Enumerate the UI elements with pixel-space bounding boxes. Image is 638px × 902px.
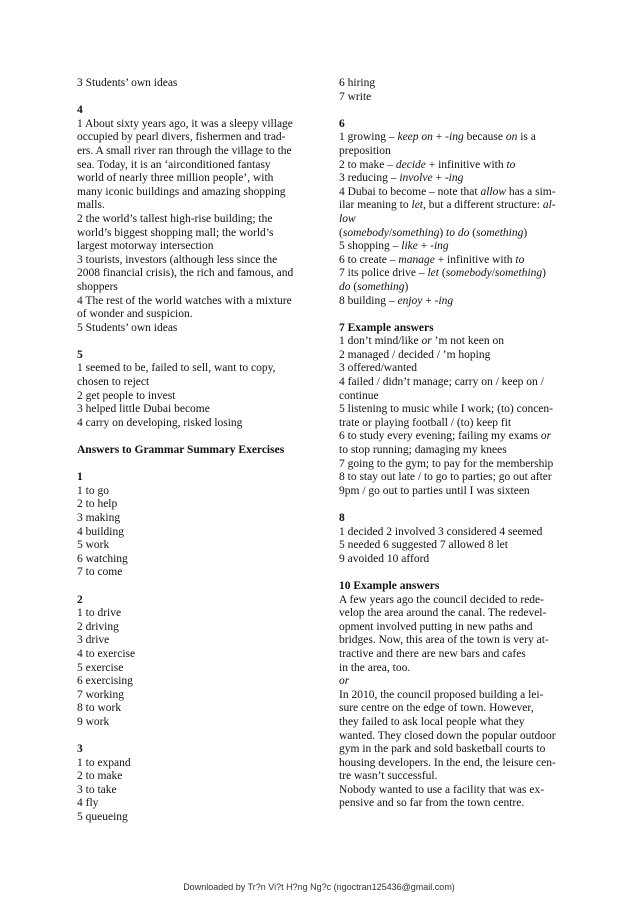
answer-line: shoppers	[77, 280, 118, 293]
answer-line: occupied by pearl divers, fishermen and trad-	[77, 131, 286, 144]
answer-line: 5 listening to music while I work; (to) concen-	[339, 403, 553, 416]
grammar-answer: 8 to work	[77, 702, 122, 715]
answer-line: 8 to stay out late / to go to parties; go out after	[339, 471, 552, 484]
grammar-list-3	[77, 757, 309, 825]
answer-line: many iconic buildings and amazing shopping	[77, 185, 286, 198]
answer-line: 1 decided 2 involved 3 considered 4 seemed	[339, 525, 543, 538]
grammar-answer: 2 to help	[77, 498, 118, 511]
answer-line: Nobody wanted to use a facility that was ex-	[339, 783, 545, 796]
answer-line: sea. Today, it is an ‘airconditioned fantasy	[77, 158, 271, 171]
grammar-answer: 3 making	[77, 512, 121, 524]
answer-line: to stop running; damaging my knees	[339, 444, 507, 457]
section-heading-4: 4	[77, 104, 83, 117]
answer-line: 4 Dubai to become – note that allow has a sim-	[339, 185, 556, 198]
answer-line: malls.	[77, 199, 105, 212]
download-footer: Downloaded by Tr?n Vi?t H?ng Ng?c (ngoctran125436@gmail.com)	[183, 882, 455, 892]
grammar-answer: 3 drive	[77, 634, 110, 647]
grammar-answer: 3 to take	[77, 783, 117, 796]
answer-line: 2 managed / decided / ’m hoping	[339, 348, 491, 361]
answer-line: 6 to create – manage + infinitive with to	[339, 253, 525, 266]
answer-line: chosen to reject	[77, 376, 150, 389]
grammar-list-1	[77, 485, 309, 580]
answer-line: 2008 financial crisis), the rich and famous, and	[77, 267, 294, 280]
grammar-answer: 4 building	[77, 525, 124, 538]
grammar-answer: 5 work	[77, 539, 110, 552]
answer-line: 3 helped little Dubai become	[77, 403, 210, 416]
grammar-answer: 4 to exercise	[77, 647, 136, 660]
grammar-heading-2: 2	[77, 593, 83, 606]
answer-line: 5 shopping – like + -ing	[339, 240, 449, 253]
answer-line: 5 Students’ own ideas	[77, 321, 178, 334]
answer-line: 2 the world’s tallest high-rise building; the	[77, 212, 273, 225]
answer-line: tre wasn’t successful.	[339, 770, 438, 783]
answer-line: 3 tourists, investors (although less since the	[77, 253, 278, 266]
grammar-summary-heading: Answers to Grammar Summary Exercises	[77, 444, 285, 457]
answer-line: housing developers. In the end, the leisure cen-	[339, 756, 556, 769]
grammar-answer: 5 queueing	[77, 811, 128, 824]
answer-line: wanted. They closed down the popular outdoor	[339, 729, 556, 742]
answer-line: ilar meaning to let, but a different structure: al-	[339, 199, 556, 212]
answer-line: 9pm / go out to parties until I was sixteen	[339, 484, 530, 497]
answer-line: 2 get people to invest	[77, 389, 176, 402]
answer-line: ers. A small river ran through the village to the	[77, 144, 292, 157]
grammar-heading-3: 3	[77, 743, 83, 756]
answer-line: 1 About sixty years ago, it was a sleepy village	[77, 117, 293, 130]
grammar-answer: 1 to drive	[77, 607, 122, 620]
answer-line: 4 The rest of the world watches with a mixture	[77, 294, 292, 307]
answer-line: bridges. Now, this area of the town is very at-	[339, 634, 549, 647]
grammar-answer: 1 to expand	[77, 756, 131, 769]
answer-line: 3 offered/wanted	[339, 362, 418, 375]
answer-line: 6 to study every evening; failing my exams or	[339, 430, 552, 443]
answer-line: In 2010, the council proposed building a lei-	[339, 688, 544, 701]
answer-line: sure centre on the edge of town. However,	[339, 702, 534, 715]
answer-line: 9 avoided 10 afford	[339, 552, 430, 565]
answer-line: opment involved putting in new paths and	[339, 620, 533, 633]
answer-line: preposition	[339, 144, 391, 157]
section-heading-10: 10 Example answers	[339, 579, 440, 592]
answer-line: do (something)	[339, 280, 409, 293]
answer-line: trate or playing football / (to) keep fit	[339, 416, 512, 429]
grammar-answer: 5 exercise	[77, 661, 124, 674]
answer-line: continue	[339, 389, 379, 402]
answer-line: in the area, too.	[339, 661, 411, 674]
grammar-heading-1: 1	[77, 471, 83, 484]
answer-line: 8 building – enjoy + -ing	[339, 294, 454, 307]
grammar-answer: 1 to go	[77, 484, 109, 497]
right-column	[339, 77, 564, 811]
section-heading-8: 8	[339, 512, 345, 524]
answer-line: 2 to make – decide + infinitive with to	[339, 158, 516, 171]
section-heading-7: 7 Example answers	[339, 321, 434, 334]
section-heading-5: 5	[77, 348, 83, 361]
answer-line: 5 needed 6 suggested 7 allowed 8 let	[339, 539, 508, 552]
answer-line: 1 don’t mind/like or ’m not keen on	[339, 335, 504, 348]
or-separator: or	[339, 675, 350, 688]
grammar-answer: 2 to make	[77, 770, 123, 783]
answer-line: 4 failed / didn’t manage; carry on / keep on /	[339, 376, 544, 389]
answer-line: 4 carry on developing, risked losing	[77, 416, 243, 429]
section-heading-6: 6	[339, 117, 345, 130]
grammar-answer: 2 driving	[77, 620, 119, 633]
answer-line: of wonder and suspicion.	[77, 308, 193, 321]
answer-line: velop the area around the canal. The redevel-	[339, 607, 547, 620]
answer-line: 1 seemed to be, failed to sell, want to copy,	[77, 362, 276, 375]
grammar-answer: 7 to come	[77, 566, 123, 579]
grammar-list-2	[77, 607, 309, 729]
grammar-answer: 6 exercising	[77, 675, 133, 688]
grammar-answer: 6 watching	[77, 552, 128, 565]
answer-line: tractive and there are new bars and cafes	[339, 647, 526, 660]
answer-line: world of nearly three million people’, with	[77, 172, 274, 185]
answer-line: 7 write	[339, 90, 372, 103]
left-column	[77, 77, 309, 825]
answer-line: A few years ago the council decided to rede-	[339, 593, 544, 606]
grammar-answer: 7 working	[77, 688, 124, 701]
answer-line: 7 going to the gym; to pay for the membership	[339, 457, 554, 470]
answer-line: low	[339, 212, 356, 225]
answer-line: 7 its police drive – let (somebody/something)	[339, 267, 547, 280]
answer-line: 1 growing – keep on + -ing because on is a	[339, 131, 536, 144]
answer-line: gym in the park and sold basketball courts to	[339, 743, 546, 756]
answer-line: world’s biggest shopping mall; the world’s	[77, 226, 274, 239]
answer-line: largest motorway intersection	[77, 240, 214, 253]
grammar-answer: 4 fly	[77, 797, 99, 810]
answer-line: (somebody/something) to do (something)	[339, 226, 528, 239]
answer-line: 6 hiring	[339, 77, 376, 89]
grammar-answer: 9 work	[77, 715, 110, 728]
answer-line: 3 Students’ own ideas	[77, 77, 178, 89]
answer-line: 3 reducing – involve + -ing	[339, 172, 464, 185]
answer-line: they failed to ask local people what they	[339, 715, 525, 728]
answer-line: pensive and so far from the town centre.	[339, 797, 525, 810]
